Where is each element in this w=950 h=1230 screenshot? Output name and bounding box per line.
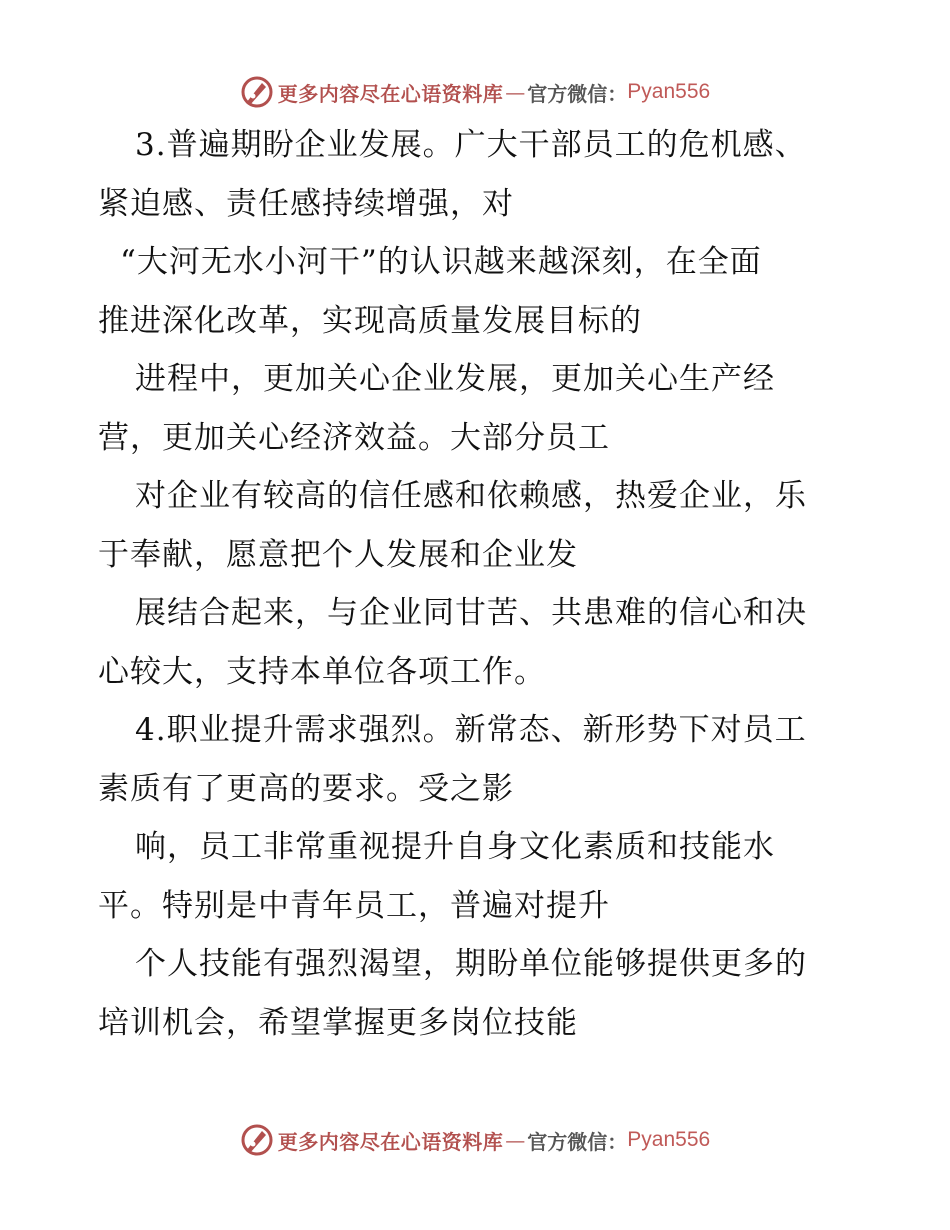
pen-logo-icon (240, 75, 274, 109)
text-line: 4.职业提升需求强烈。新常态、新形势下对员工 (135, 712, 807, 748)
header-banner (0, 72, 950, 112)
text-line: 平。特别是中青年员工，普遍对提升 (98, 887, 610, 924)
text-line: 对企业有较高的信任感和依赖感，热爱企业，乐 (135, 478, 807, 514)
footer-dash: — (505, 1128, 526, 1152)
text-line: 心较大，支持本单位各项工作。 (98, 653, 546, 690)
header-wechat-id: Pyan556 (627, 80, 711, 103)
footer-wechat-label: 官方微信： (527, 1129, 628, 1154)
footer-wechat-id: Pyan556 (627, 1128, 711, 1151)
pen-logo-icon (240, 1123, 274, 1157)
header-wechat-label: 官方微信： (527, 81, 628, 106)
text-line: 于奉献，愿意把个人发展和企业发 (98, 536, 578, 573)
text-line: 3.普遍期盼企业发展。广大干部员工的危机感、 (135, 127, 807, 163)
document-body (98, 116, 858, 1052)
footer-banner (0, 1120, 950, 1160)
text-line: 个人技能有强烈渴望，期盼单位能够提供更多的 (135, 946, 807, 982)
text-line: 营，更加关心经济效益。大部分员工 (98, 419, 610, 456)
text-line: 培训机会，希望掌握更多岗位技能 (98, 1004, 578, 1041)
header-dash: — (505, 80, 526, 104)
text-line: “大河无水小河干”的认识越来越深刻，在全面 (120, 244, 762, 280)
text-line: 紧迫感、责任感持续增强，对 (98, 185, 514, 222)
header-site-text: 更多内容尽在心语资料库 (277, 81, 504, 106)
text-line: 素质有了更高的要求。受之影 (98, 770, 514, 807)
text-line: 响，员工非常重视提升自身文化素质和技能水 (135, 829, 775, 865)
footer-site-text: 更多内容尽在心语资料库 (277, 1129, 504, 1154)
text-line: 进程中，更加关心企业发展，更加关心生产经 (135, 361, 775, 397)
text-line: 推进深化改革，实现高质量发展目标的 (98, 302, 642, 339)
text-line: 展结合起来，与企业同甘苦、共患难的信心和决 (135, 595, 807, 631)
